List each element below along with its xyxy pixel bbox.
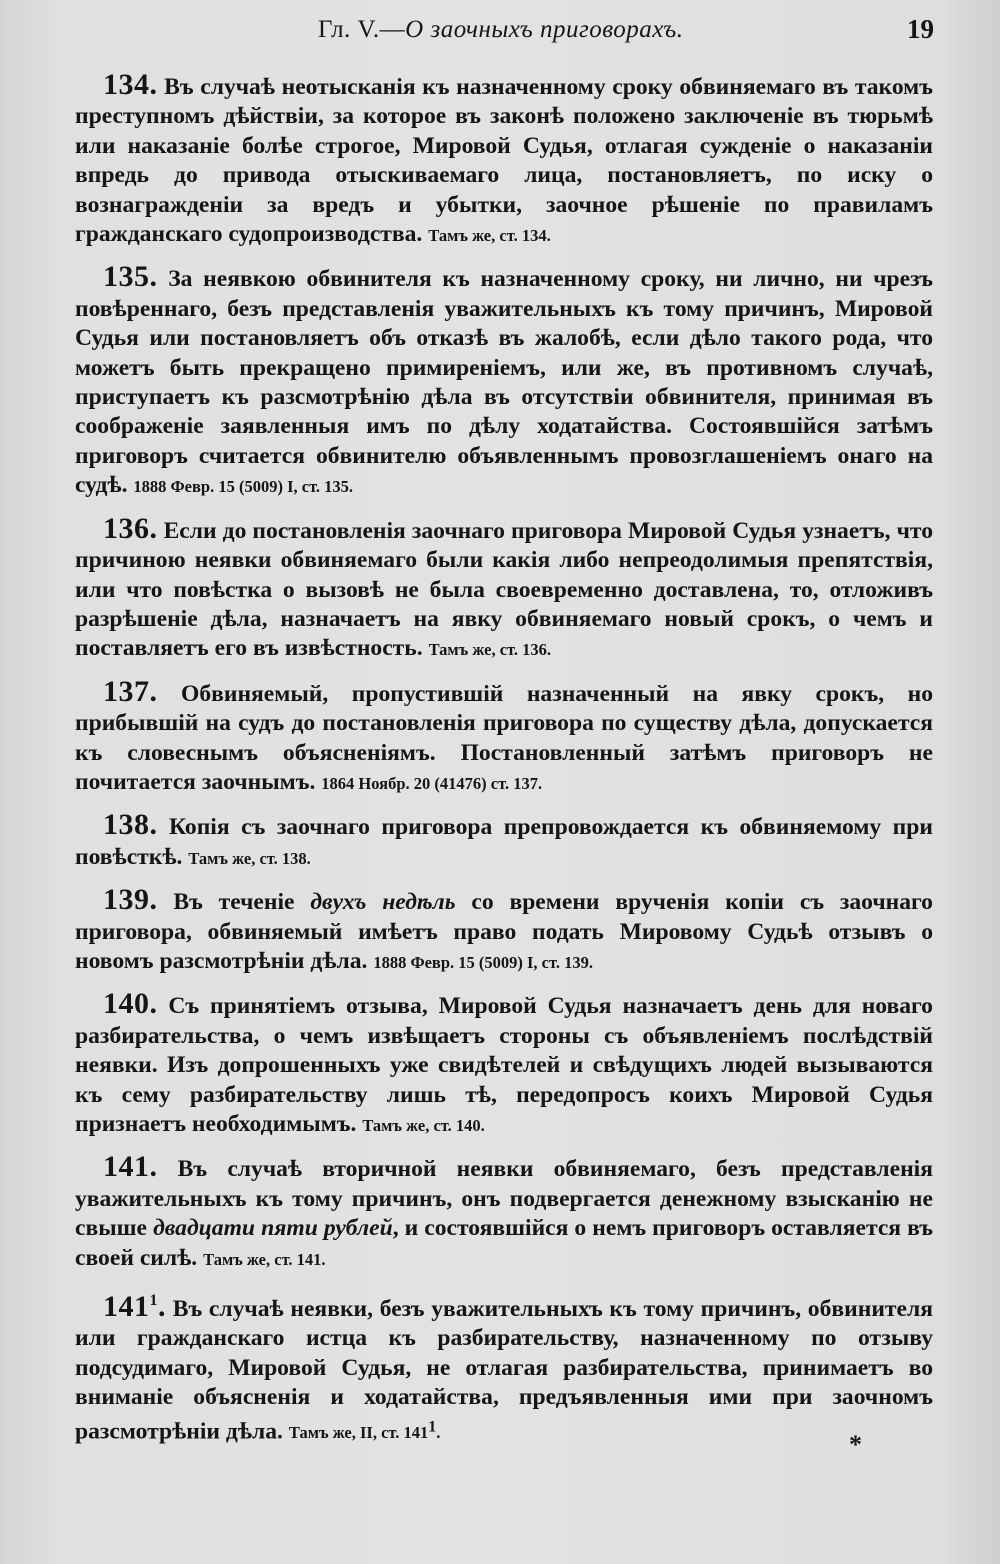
- article-text-after: , и состоявшійся о немъ приговоръ оставляется въ своей силѣ.: [75, 1215, 933, 1271]
- article-text: Копія съ заочнаго приговора препровождается къ обвиняемому при повѣсткѣ.: [75, 814, 933, 870]
- article-text-after: со времени врученія копіи съ заочнаго приговора, обвиняемый имѣетъ право подать Мировому Судьѣ отзывъ о новомъ разсмотрѣніи дѣла.: [75, 889, 933, 974]
- article-number: [75, 1290, 166, 1323]
- article-138: [75, 810, 933, 873]
- article-140: [75, 989, 933, 1140]
- article-text: За неявкою обвинителя къ назначенному сроку, ни лично, ни чрезъ повѣреннаго, безъ представленія уважительныхъ къ тому причинъ, Мировой Судья или постановляетъ объ отказѣ въ жалобѣ, если дѣло такого рода, что можетъ быть прекращено примиреніемъ, или же, въ противномъ случаѣ, приступаетъ къ разсмотрѣнію дѣла въ отсутствіи обвинителя, принимая въ соображеніе заявленныя имъ по дѣлу ходатайства. Состоявшійся затѣмъ приговоръ считается обвинителю объявленнымъ провозглашеніемъ онаго на судѣ.: [75, 266, 933, 499]
- article-number-superscript: 1: [149, 1292, 158, 1310]
- article-source-superscript: 1: [428, 1418, 437, 1436]
- article-source: Тамъ же, ст. 140.: [362, 1116, 485, 1135]
- article-source: Тамъ же, ст. 138.: [188, 848, 311, 868]
- article-source: 1888 Февр. 15 (5009) I, ст. 135.: [133, 477, 354, 497]
- article-number: 140.: [103, 987, 158, 1021]
- article-source: 1888 Февр. 15 (5009) I, ст. 139.: [373, 952, 593, 972]
- article-text-italic: двадцати пяти рублей: [153, 1215, 393, 1242]
- article-number: 137.: [103, 674, 158, 708]
- article-text-italic: двухъ недѣль: [310, 889, 456, 916]
- article-137: [75, 674, 933, 799]
- article-source: 1864 Ноябр. 20 (41476) ст. 137.: [321, 773, 543, 793]
- article-number: 136.: [103, 511, 158, 545]
- article-number-dot: .: [158, 1290, 166, 1324]
- article-number: 135.: [103, 260, 158, 294]
- article-number: 134.: [103, 68, 158, 101]
- article-number: 139.: [103, 883, 158, 917]
- page-number: 19: [907, 14, 934, 44]
- article-136: [75, 511, 934, 665]
- article-141: [75, 1152, 933, 1274]
- chapter-label: Гл. V.—: [318, 16, 406, 43]
- article-text: Въ случаѣ неотысканія къ назначенному сроку обвиняемаго въ такомъ преступномъ дѣйствіи, за которое въ законѣ положено заключеніе въ тюрьмѣ или наказаніе болѣе строгое, Мировой Судья, отлагая сужденіе о наказаніи впредь до привода отыскиваемаго лица, постановляетъ, по иску о вознагражденіи за вредъ и убытки, заочное рѣшеніе по правиламъ гражданскаго судопроизводства.: [75, 74, 934, 248]
- article-source: [288, 1418, 441, 1443]
- article-135: [75, 262, 933, 501]
- article-text: Обвиняемый, пропустившій назначенный на явку срокъ, но прибывшій на судъ до постановленія приговора по существу дѣла, допускается къ словеснымъ объясненіямъ. Постановленный затѣмъ приговоръ не почитается заочнымъ.: [75, 680, 933, 795]
- article-source-main: Тамъ же, II, ст. 141: [288, 1423, 429, 1443]
- article-141-1: [75, 1286, 933, 1448]
- article-source-end: .: [436, 1423, 441, 1443]
- article-source: Тамъ же, ст. 141.: [203, 1249, 326, 1269]
- article-134: [75, 70, 933, 250]
- article-139: [75, 885, 933, 977]
- article-list: [75, 70, 933, 1448]
- article-source: Тамъ же, ст. 136.: [428, 640, 552, 660]
- article-source: Тамъ же, ст. 134.: [428, 226, 551, 246]
- article-text: Если до постановленія заочнаго приговора Мировой Судья узнаетъ, что причиною неявки обвиняемаго были какія либо непреодолимыя препятствія, или что повѣстка о вызовѣ не была своевременно доставлена, то, отложивъ разрѣшеніе дѣла, назначаетъ на явку обвиняемаго новый срокъ, о чемъ и поставляетъ его въ извѣстность.: [75, 517, 934, 662]
- article-text: Въ случаѣ неявки, безъ уважительныхъ къ тому причинъ, обвинителя или гражданскаго истца къ разбирательству, назначенному по отзыву подсудимаго, Мировой Судья, не отлагая разбирательства, принимаетъ во вниманіе объясненія и ходатайства, предъявленныя ими при заочномъ разсмотрѣніи дѣла.: [75, 1296, 933, 1445]
- running-head: [318, 16, 684, 44]
- article-number-main: 141: [103, 1290, 150, 1324]
- chapter-title: О заочныхъ приговорахъ.: [405, 16, 684, 43]
- article-text-before: Въ теченіе: [173, 889, 311, 916]
- article-text: Съ принятіемъ отзыва, Мировой Судья назначаетъ день для новаго разбирательства, о чемъ извѣщаетъ стороны съ объявленіемъ послѣдствій неявки. Изъ допрошенныхъ уже свидѣтелей и свѣдущихъ людей вызываются къ сему разбирательству лишь тѣ, передопросъ коихъ Мировой Судья признаетъ необходимымъ.: [75, 993, 933, 1137]
- footer-mark: *: [849, 1430, 862, 1459]
- article-text-before: Въ случаѣ вторичной неявки обвиняемаго, безъ представленія уважительныхъ къ тому причинъ, онъ подвергается денежному взысканію не свыше: [75, 1156, 933, 1242]
- page-header: [0, 12, 1000, 52]
- article-number: 141.: [103, 1150, 158, 1184]
- article-number: 138.: [103, 808, 158, 842]
